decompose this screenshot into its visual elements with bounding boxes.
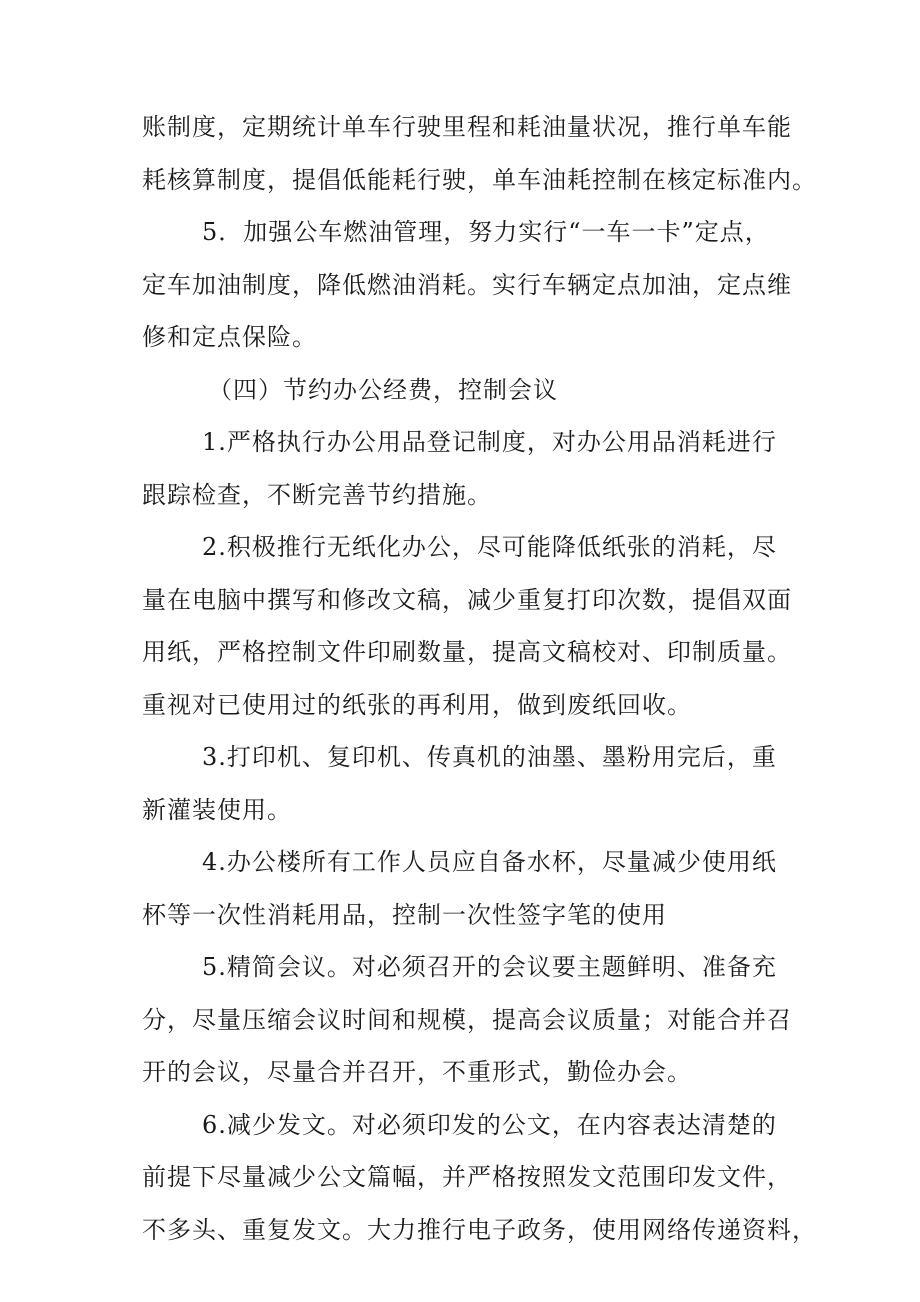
text-line: 3.打印机、复印机、传真机的油墨、墨粉用完后，重 (202, 743, 777, 771)
text-line: 重视对已使用过的纸张的再利用，做到废纸回收。 (142, 690, 692, 719)
text-line: 新灌装使用。 (142, 795, 292, 824)
text-line: 量在电脑中撰写和修改文稿，减少重复打印次数，提倡双面 (142, 585, 792, 614)
text-line: 跟踪检查，不断完善节约措施。 (142, 480, 492, 509)
document-body (142, 101, 817, 1256)
text-line: 开的会议，尽量合并召开，不重形式，勤俭办会。 (142, 1058, 692, 1086)
text-line: 1.严格执行办公用品登记制度，对办公用品消耗进行 (202, 428, 777, 456)
text-line: 杯等一次性消耗用品，控制一次性签字笔的使用 (142, 900, 667, 929)
text-line: 5．加强公车燃油管理，努力实行“一车一卡”定点， (202, 218, 770, 246)
text-line: 修和定点保险。 (142, 323, 317, 351)
text-line: 定车加油制度，降低燃油消耗。实行车辆定点加油，定点维 (142, 270, 792, 299)
section-heading: （四）节约办公经费，控制会议 (208, 375, 558, 404)
text-line: 2.积极推行无纸化办公，尽可能降低纸张的消耗，尽 (202, 533, 777, 561)
text-line: 4.办公楼所有工作人员应自备水杯，尽量减少使用纸 (202, 848, 777, 876)
text-line: 用纸，严格控制文件印刷数量，提高文稿校对、印制质量。 (142, 638, 792, 666)
text-line: 耗核算制度，提倡低能耗行驶，单车油耗控制在核定标准内。 (142, 165, 817, 194)
text-line: 5.精简会议。对必须召开的会议要主题鲜明、准备充 (202, 953, 777, 981)
text-line: 分，尽量压缩会议时间和规模，提高会议质量；对能合并召 (142, 1005, 792, 1034)
text-line: 前提下尽量减少公文篇幅，并严格按照发文范围印发文件， (142, 1163, 792, 1191)
text-line: 账制度，定期统计单车行驶里程和耗油量状况，推行单车能 (142, 113, 792, 141)
text-line: 不多头、重复发文。大力推行电子政务，使用网络传递资料， (142, 1215, 817, 1244)
text-line: 6.减少发文。对必须印发的公文，在内容表达清楚的 (202, 1110, 777, 1139)
